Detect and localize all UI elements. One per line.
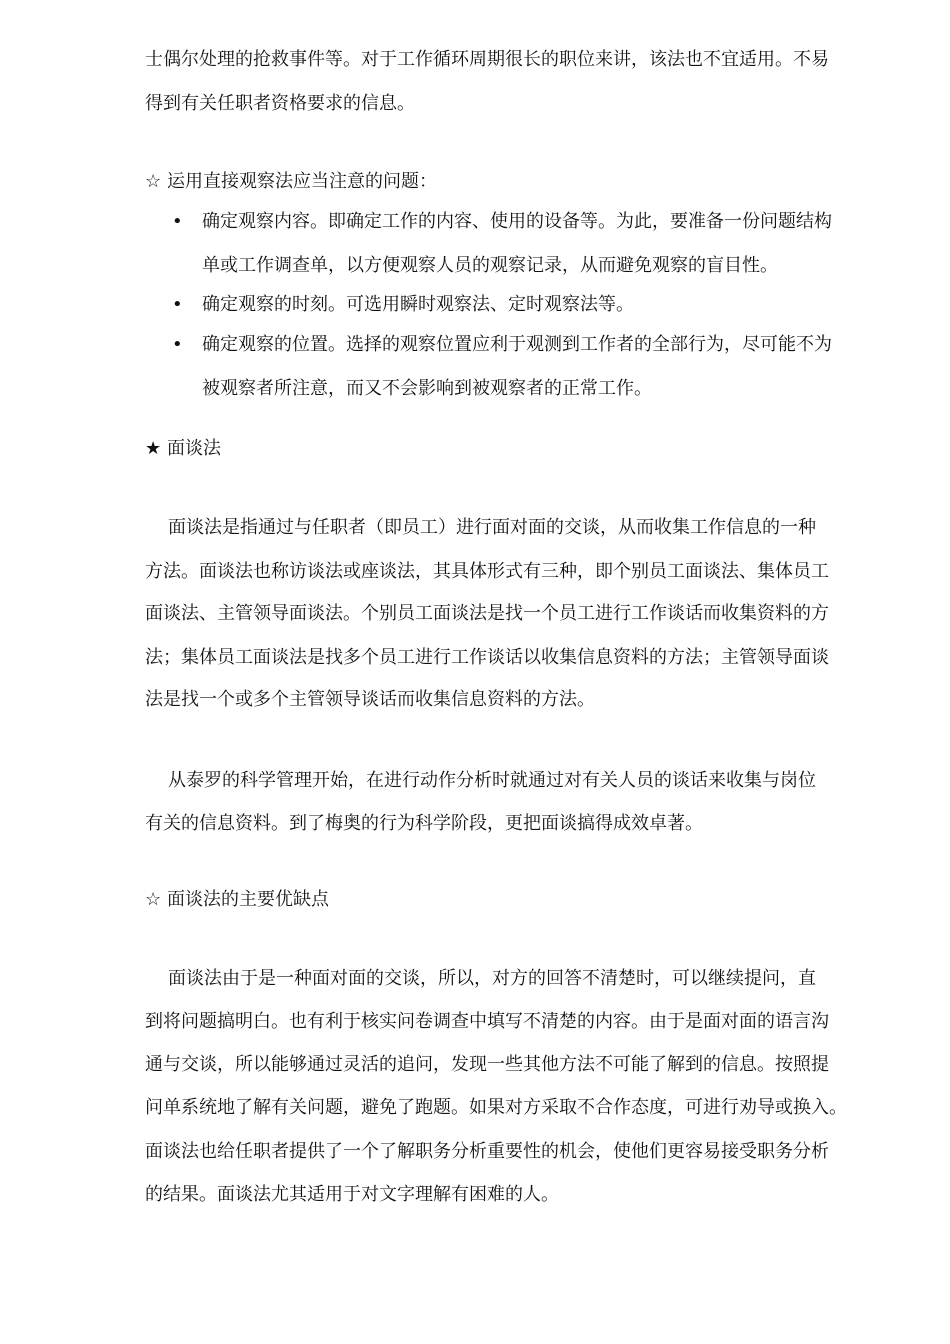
section-heading-text: 面谈法的主要优缺点: [167, 889, 329, 910]
paragraph-line: 面谈法、主管领导面谈法。个别员工面谈法是找一个员工进行工作谈话而收集资料的方: [145, 603, 829, 624]
bullet-icon: •: [172, 211, 183, 232]
paragraph-line: 士偶尔处理的抢救事件等。对于工作循环周期很长的职位来讲，该法也不宜适用。不易: [145, 49, 829, 70]
paragraph-line: 通与交谈，所以能够通过灵活的追问，发现一些其他方法不可能了解到的信息。按照提: [145, 1054, 829, 1075]
section-heading-text: 运用直接观察法应当注意的问题：: [167, 171, 437, 192]
paragraph-line: 的结果。面谈法尤其适用于对文字理解有困难的人。: [145, 1184, 559, 1205]
bullet-icon: •: [172, 334, 183, 355]
paragraph-line: 法；集体员工面谈法是找多个员工进行工作谈话以收集信息资料的方法；主管领导面谈: [145, 647, 829, 668]
section-heading: [145, 888, 329, 912]
filled-star-icon: ★: [145, 438, 162, 459]
paragraph-line: 有关的信息资料。到了梅奥的行为科学阶段，更把面谈搞得成效卓著。: [145, 813, 703, 834]
bullet-line: 确定观察的时刻。可选用瞬时观察法、定时观察法等。: [202, 294, 634, 315]
bullet-line: 单或工作调查单，以方便观察人员的观察记录，从而避免观察的盲目性。: [202, 255, 778, 276]
paragraph-line: 从泰罗的科学管理开始，在进行动作分析时就通过对有关人员的谈话来收集与岗位: [168, 770, 816, 791]
section-heading-text: 面谈法: [167, 438, 221, 459]
paragraph-line: 面谈法也给任职者提供了一个了解职务分析重要性的机会，使他们更容易接受职务分析: [145, 1141, 829, 1162]
section-heading: [145, 170, 437, 194]
paragraph-line: 问单系统地了解有关问题，避免了跑题。如果对方采取不合作态度，可进行劝导或换入。: [145, 1097, 847, 1118]
bullet-line: 被观察者所注意，而又不会影响到被观察者的正常工作。: [202, 378, 652, 399]
paragraph-line: 到将问题搞明白。也有利于核实问卷调查中填写不清楚的内容。由于是面对面的语言沟: [145, 1011, 829, 1032]
hollow-star-icon: ☆: [145, 171, 162, 192]
hollow-star-icon: ☆: [145, 889, 162, 910]
paragraph-line: 法是找一个或多个主管领导谈话而收集信息资料的方法。: [145, 689, 595, 710]
bullet-line: 确定观察的位置。选择的观察位置应利于观测到工作者的全部行为，尽可能不为: [202, 334, 832, 355]
paragraph-line: 方法。面谈法也称访谈法或座谈法，其具体形式有三种，即个别员工面谈法、集体员工: [145, 561, 829, 582]
bullet-line: 确定观察内容。即确定工作的内容、使用的设备等。为此，要准备一份问题结构: [202, 211, 832, 232]
section-heading: [145, 437, 221, 461]
bullet-icon: •: [172, 294, 183, 315]
paragraph-line: 面谈法是指通过与任职者（即员工）进行面对面的交谈，从而收集工作信息的一种: [168, 517, 816, 538]
paragraph-line: 面谈法由于是一种面对面的交谈，所以，对方的回答不清楚时，可以继续提问，直: [168, 968, 816, 989]
paragraph-line: 得到有关任职者资格要求的信息。: [145, 93, 415, 114]
